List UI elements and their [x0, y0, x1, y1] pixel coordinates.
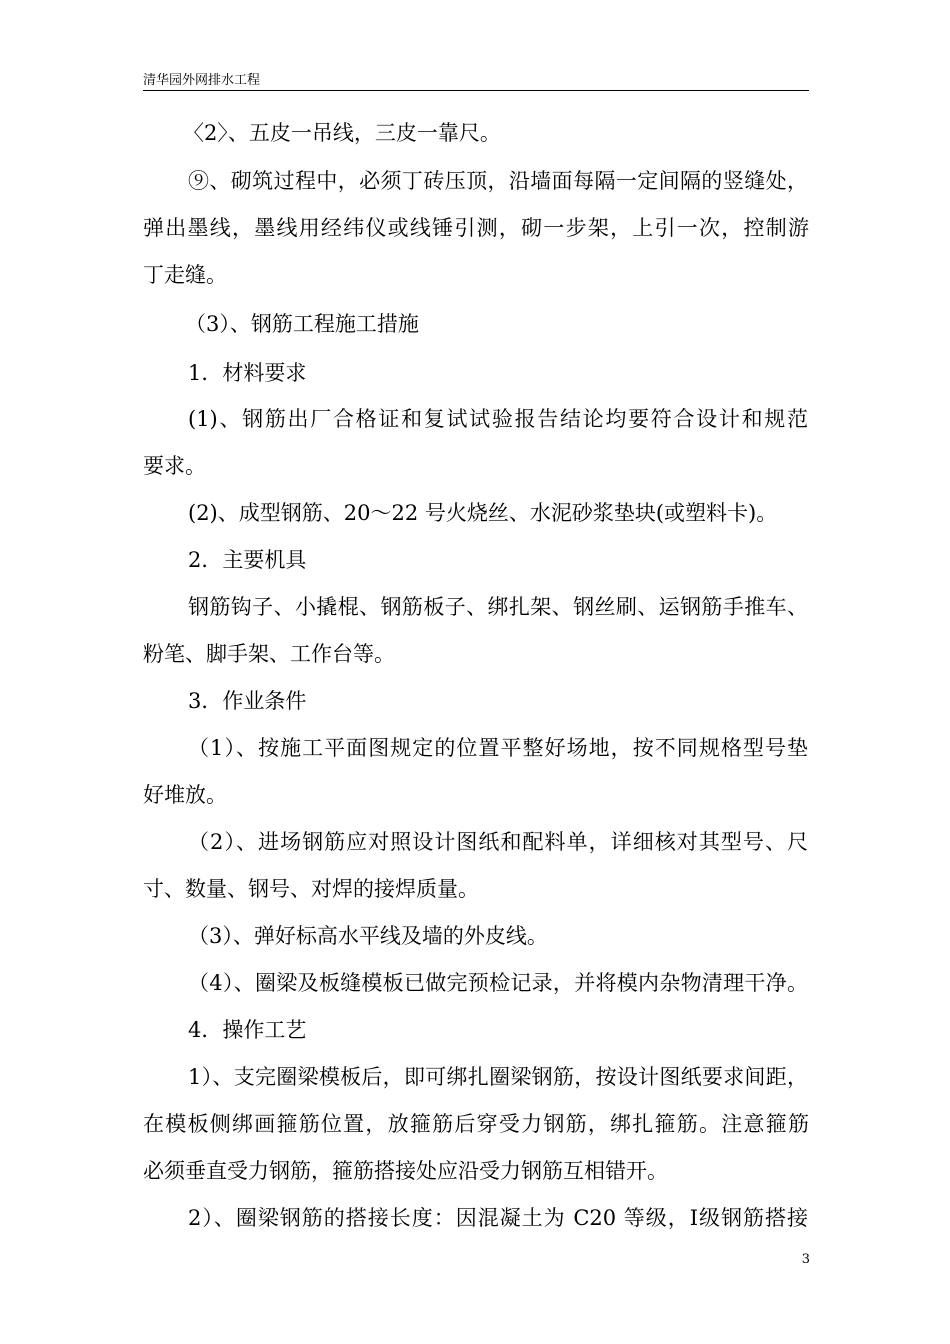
- body-line: 寸、数量、钢号、对焊的接焊质量。: [143, 877, 479, 901]
- body-line: 钢筋钩子、小撬棍、钢筋板子、绑扎架、钢丝刷、运钢筋手推车、: [188, 595, 808, 619]
- body-line: 必须垂直受力钢筋，箍筋搭接处应沿受力钢筋互相错开。: [143, 1159, 668, 1183]
- body-line: 2）、圈梁钢筋的搭接长度：因混凝土为 C20 等级，Ⅰ级钢筋搭接: [188, 1206, 808, 1230]
- body-line: 〈2〉、五皮一吊线，三皮一靠尺。: [183, 121, 501, 145]
- page-header: [143, 70, 809, 91]
- body-line: ⑨、砌筑过程中，必须丁砖压顶，沿墙面每隔一定间隔的竖缝处，: [188, 169, 808, 193]
- body-line: 丁走缝。: [143, 263, 227, 287]
- subsection-heading: 4．操作工艺: [188, 1018, 307, 1042]
- body-line: 弹出墨线，墨线用经纬仪或线锤引测，砌一步架，上引一次，控制游: [143, 216, 809, 240]
- body-line: 好堆放。: [143, 783, 227, 807]
- body-line: 在模板侧绑画箍筋位置，放箍筋后穿受力钢筋，绑扎箍筋。注意箍筋: [143, 1112, 809, 1136]
- body-line: 粉笔、脚手架、工作台等。: [143, 642, 395, 666]
- body-line: （1）、按施工平面图规定的位置平整好场地，按不同规格型号垫: [188, 736, 808, 760]
- body-line: （3）、弹好标高水平线及墙的外皮线。: [188, 924, 548, 948]
- body-line: （2）、进场钢筋应对照设计图纸和配料单，详细核对其型号、尺: [188, 830, 808, 854]
- body-line: 要求。: [143, 454, 206, 478]
- body-line: (2)、成型钢筋、20～22 号火烧丝、水泥砂浆垫块(或塑料卡)。: [188, 501, 778, 525]
- subsection-heading: 2．主要机具: [188, 548, 307, 572]
- section-heading: （3）、钢筋工程施工措施: [185, 312, 419, 336]
- body-line: （4）、圈梁及板缝模板已做完预检记录，并将模内杂物清理干净。: [188, 971, 808, 995]
- subsection-heading: 3．作业条件: [188, 689, 307, 713]
- header-title: 清华园外网排水工程: [143, 73, 261, 88]
- body-line: 1）、支完圈梁模板后，即可绑扎圈梁钢筋，按设计图纸要求间距，: [188, 1065, 808, 1089]
- page-number: 3: [801, 1252, 810, 1267]
- body-line: (1)、钢筋出厂合格证和复试试验报告结论均要符合设计和规范: [188, 407, 808, 431]
- subsection-heading: 1．材料要求: [188, 361, 307, 385]
